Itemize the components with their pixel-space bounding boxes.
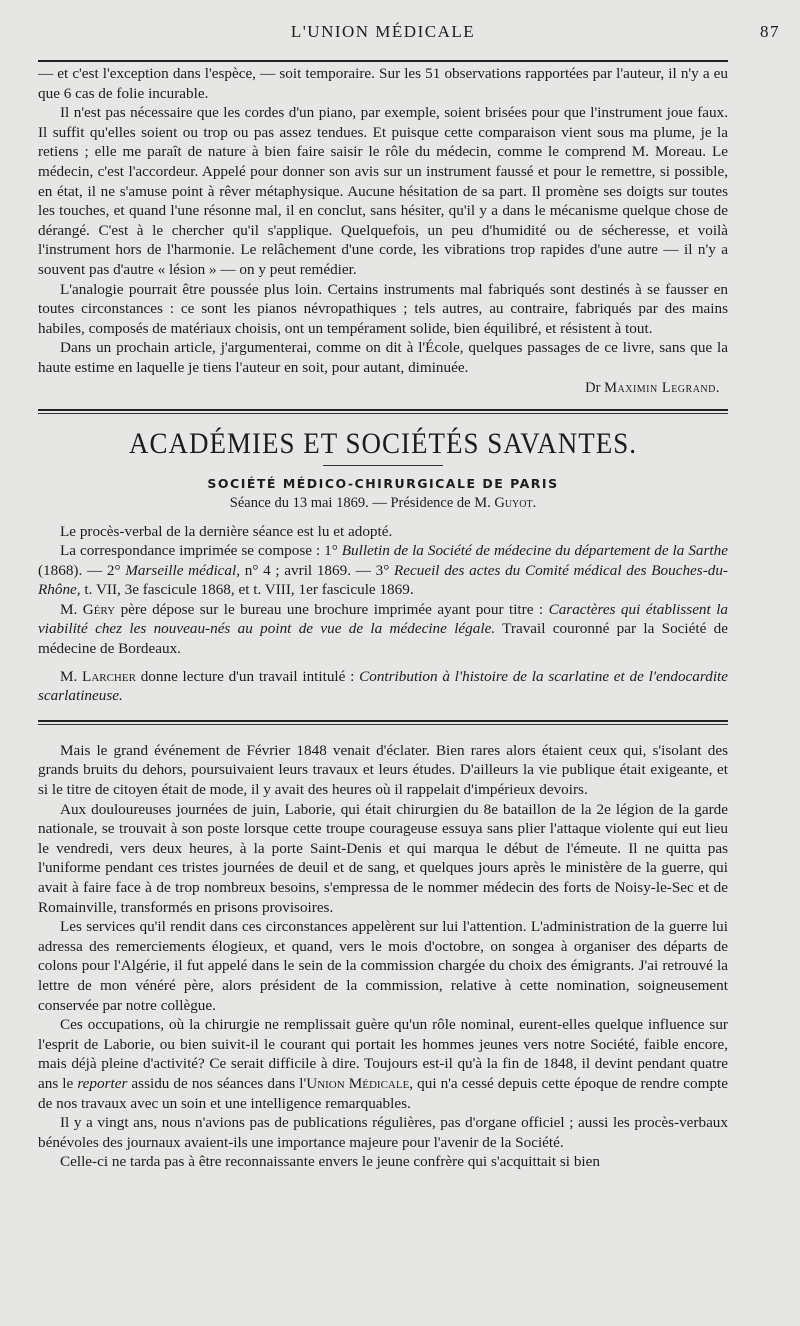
page-number: 87 bbox=[760, 22, 780, 41]
title-rule bbox=[323, 465, 443, 466]
feuilleton-body bbox=[38, 741, 728, 1172]
larcher-paragraph bbox=[38, 667, 728, 706]
text-run: t. VII, 3e fascicule 1868, et t. VIII, 1er fascicule 1869. bbox=[84, 581, 414, 599]
text-run: père dépose sur le bureau une brochure imprimée ayant pour titre : bbox=[120, 600, 544, 618]
gery-paragraph bbox=[38, 600, 728, 659]
spacer bbox=[38, 659, 728, 667]
article-signature bbox=[38, 380, 728, 397]
section-divider bbox=[38, 409, 728, 414]
session-line bbox=[38, 495, 728, 512]
publication-title: Contribution à l'histoire de la scarlatine et de l'endocardite scarlatineuse. bbox=[38, 667, 729, 705]
text-run: assidu de nos séances dans l' bbox=[131, 1074, 307, 1092]
feuilleton-paragraph bbox=[38, 1015, 728, 1113]
article-paragraph: Il n'est pas nécessaire que les cordes d'un piano, par exemple, soient brisées pour que l'instrument joue faux. Il suffit qu'elles soient ou trop ou pas assez tendues. Et puisque cette comparaison vient sous ma plume, je la retiens ; elle me paraît de nature à bien faire saisir le rôle du médecin, comme le comprend M. Moreau. Le médecin, c'est l'accordeur. Appelé pour donner son avis sur un instrument faussé et pour le remettre, si possible, en état, il ne s'amuse point à rêver métaphysique. Aucune hésitation de sa part. Il promène ses doigts sur toutes les touches, et quand l'une résonne mal, il en conclut, sans hésiter, qu'il y a dans le mécanisme quelque chose de dérangé. C'est à le chercher qu'il s'applique. Quelquefois, un peu d'humidité ou de sécheresse, et voilà l'instrument hors de l'harmonie. Le relâchement d'une corde, les vibrations trop rapides d'une autre — il n'y a souvent pas d'autre « lésion » — on y peut remédier. bbox=[38, 104, 728, 278]
session-president: Guyot. bbox=[494, 494, 537, 511]
feuilleton-paragraph: Les services qu'il rendit dans ces circonstances appelèrent sur lui l'attention. L'administration de la guerre lui adressa des remerciements élogieux, et quand, vers le mois d'octobre, on songea à organiser des départs de colons pour l'Algérie, il fut appelé dans le sein de la commission chargée du choix des émigrants. J'ai retrouvé la lettre de mon vénéré père, alors président de la commission, relative à cette nomination, soigneusement conservée par notre collègue. bbox=[38, 918, 728, 1014]
publication-title: Recueil des actes du Comité médical des Bouches-du-Rhône, bbox=[38, 561, 728, 599]
person-name: M. Géry bbox=[60, 600, 116, 618]
society-name: SOCIÉTÉ MÉDICO-CHIRURGICALE DE PARIS bbox=[207, 475, 559, 491]
text-run: Travail couronné par la Société de médecine de Bordeaux. bbox=[38, 620, 728, 658]
text-run: (1868). — 2° bbox=[38, 561, 121, 579]
text-run: Ces occupations, où la chirurgie ne remplissait guère qu'un rôle nominal, eurent-elles quelque influence sur l'esprit de Laborie, ou bien suivit-il le courant qui portait les hommes jeunes vers notre Société, faible encore, mais déjà pleine d'activité? Ce serait difficile à dire. Toujours est-il qu'à la fin de 1848, il devint pendant quatre ans le bbox=[38, 1016, 728, 1092]
text-run: La correspondance imprimée se compose : 1° bbox=[60, 542, 338, 560]
feuilleton-paragraph: Celle-ci ne tarda pas à être reconnaissante envers le jeune confrère qui s'acquittait si bien bbox=[60, 1153, 600, 1171]
feuilleton-paragraph: Il y a vingt ans, nous n'avions pas de publications régulières, pas d'organe officiel ; aussi les procès-verbaux bénévoles des journaux avaient-ils une importance majeure pour l'avenir de la Société. bbox=[38, 1114, 728, 1151]
article-paragraph: L'analogie pourrait être poussée plus loin. Certains instruments mal fabriqués sont destinés à se fausser en toutes circonstances : ce sont les pianos névropathiques ; tels autres, au contraire, fabriqués par des mains habiles, composés de matériaux choisis, ont un tempérament solide, bien équilibré, et résistent à tout. bbox=[38, 280, 728, 337]
publication-title: Bulletin de la Société de médecine du département de la Sarthe bbox=[341, 542, 728, 560]
feuilleton-paragraph: Mais le grand événement de Février 1848 venait d'éclater. Bien rares alors étaient ceux qui, s'isolant des grands bruits du dehors, poursuivaient leurs travaux et leurs études. D'ailleurs la vie publique était exigeante, et si le titre de citoyen était de mode, il y avait des heures où il rappelait d'impérieux devoirs. bbox=[38, 741, 728, 799]
feuilleton-paragraph: Aux douloureuses journées de juin, Laborie, qui était chirurgien du 8e bataillon de la 2e légion de la garde nationale, se trouvait à son poste lorsque cette troupe courageuse essuya sans plier l'attaque violente qui eut lieu le vendredi, vers deux heures, à la porte Saint-Denis et qui marqua le début de l'émeute. Il ne quitta pas l'uniforme pendant ces tristes journées de deuil et de sang, et quelques jours après le ministère de la guerre, qui avait à faire face à de trop nombreux besoins, s'empressa de le nommer médecin des forts de Noisy-le-Sec et de Romainville, transformés en prisons provisoires. bbox=[38, 800, 728, 916]
signature-prefix: Dr bbox=[585, 379, 601, 396]
section-title: ACADÉMIES ET SOCIÉTÉS SAVANTES. bbox=[128, 425, 638, 459]
text-run: n° 4 ; avril 1869. — 3° bbox=[244, 561, 390, 579]
article-body bbox=[38, 64, 728, 397]
header-rule bbox=[38, 60, 728, 62]
correspondence-paragraph bbox=[38, 541, 728, 600]
running-header bbox=[38, 18, 780, 50]
journal-title: L'UNION MÉDICALE bbox=[290, 22, 476, 41]
article-paragraph: Dans un prochain article, j'argumenterai, comme on dit à l'École, quelques passages de ce livre, sans que la haute estime en laquelle je tiens l'auteur en soit, pour autant, diminuée. bbox=[38, 339, 728, 376]
text-run: donne lecture d'un travail intitulé : bbox=[140, 667, 355, 685]
minutes-paragraph: Le procès-verbal de la dernière séance est lu et adopté. bbox=[60, 522, 393, 540]
publication-title: Marseille médical, bbox=[125, 561, 241, 579]
journal-name: Union Médicale bbox=[306, 1074, 410, 1092]
emphasis: reporter bbox=[77, 1074, 128, 1092]
article-paragraph: — et c'est l'exception dans l'espèce, — soit temporaire. Sur les 51 observations rapportées par l'auteur, il n'y a eu que 6 cas de folie incurable. bbox=[38, 65, 728, 102]
session-date: Séance du 13 mai 1869. — Présidence de M. bbox=[229, 494, 491, 511]
signature-name: Maximin Legrand. bbox=[604, 379, 720, 396]
feuilleton-divider bbox=[38, 720, 728, 725]
publication-title: Caractères qui établissent la viabilité chez les nouveau-nés au point de vue de la médecine légale. bbox=[38, 600, 729, 638]
text-run: , qui n'a cessé depuis cette époque de rendre compte de nos travaux avec un soin et une intelligence remarquables. bbox=[38, 1074, 729, 1112]
person-name: M. Larcher bbox=[60, 667, 136, 685]
